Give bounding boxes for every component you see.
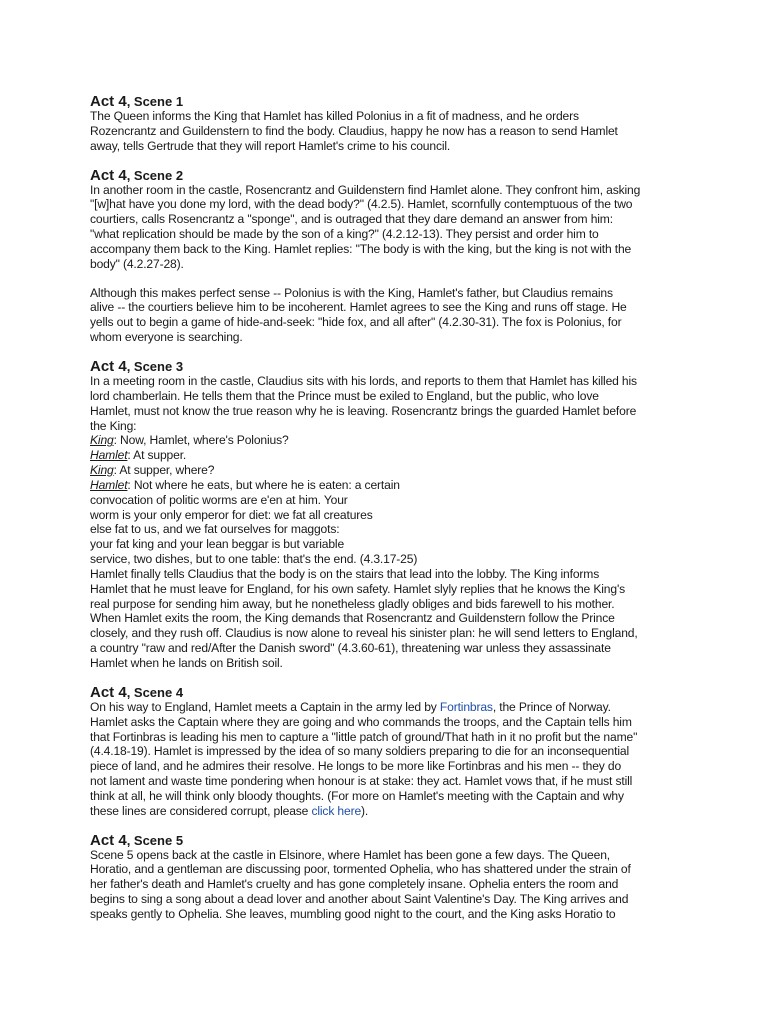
- text-line: begins to sing a song about a dead lover and another about Saint Valentine's Day. The King arrives and: [90, 892, 629, 907]
- speaker-name: King: [90, 433, 114, 448]
- text-segment: these lines are considered corrupt, please: [90, 803, 312, 818]
- click-here-link[interactable]: click here: [311, 803, 362, 818]
- verse-line: your fat king and your lean beggar is but variable: [90, 537, 345, 552]
- text-line: think at all, he will think only bloody thoughts. (For more on Hamlet's meeting with the Captain and why: [90, 788, 624, 803]
- dialogue-line: [90, 463, 690, 478]
- scene-3-paragraph: [90, 374, 690, 671]
- text-line: not lament and waste time pondering when honour is at stake: they act. Hamlet vows that, if he must still: [90, 774, 633, 789]
- text-line: Although this makes perfect sense -- Polonius is with the King, Hamlet's father, but Claudius remains: [90, 285, 613, 300]
- act-label: Act 4: [90, 831, 127, 849]
- scene-5-heading: [90, 833, 690, 848]
- text-line: courtiers, calls Rosencrantz a "sponge", and is outraged that they dare demand an answer from him:: [90, 212, 613, 227]
- text-line: Scene 5 opens back at the castle in Elsinore, where Hamlet has been gone a few days. The Queen,: [90, 847, 610, 862]
- act-label: Act 4: [90, 93, 127, 110]
- scene-4-heading: [90, 685, 690, 700]
- text-line: a country "raw and red/After the Danish sword" (4.3.60-61), threatening war unless they assassinate: [90, 641, 611, 656]
- text-line: [90, 804, 690, 819]
- text-line: Rozencrantz and Guildenstern to find the body. Claudius, happy he now has a reason to send Hamlet: [90, 123, 618, 138]
- text-segment: ).: [361, 803, 369, 818]
- text-line: [90, 700, 690, 715]
- scene-3-heading: [90, 359, 690, 374]
- text-line: lord chamberlain. He tells them that the Prince must be exiled to England, but the public, who love: [90, 388, 599, 403]
- scene-2-paragraph-2: [90, 286, 690, 345]
- text-line: Hamlet asks the Captain where they are going and who commands the troops, and the Captain tells him: [90, 714, 632, 729]
- text-line: away, tells Gertrude that they will report Hamlet's crime to his council.: [90, 138, 451, 153]
- text-line: Hamlet finally tells Claudius that the body is on the stairs that lead into the lobby. The King informs: [90, 566, 600, 581]
- text-segment: , the Prince of Norway.: [492, 699, 611, 714]
- text-line: When Hamlet exits the room, the King demands that Rosencrantz and Guildenstern follow the Prince: [90, 611, 615, 626]
- scene-1-paragraph: [90, 109, 690, 154]
- dialogue-line: [90, 478, 690, 493]
- scene-1-section: [90, 94, 690, 154]
- dialogue-text: : At supper.: [127, 448, 187, 463]
- document-body: [90, 94, 690, 936]
- text-line: speaks gently to Ophelia. She leaves, mumbling good night to the court, and the King asks Horatio to: [90, 906, 616, 921]
- speaker-name: Hamlet: [90, 477, 128, 492]
- scene-3-section: [90, 359, 690, 671]
- text-line: Hamlet, must not know the true reason why he is leaving. Rosencrantz brings the guarded Hamlet before: [90, 403, 637, 418]
- text-line: that Fortinbras is leading his men to capture a "little patch of ground/That hath in it no profit but the name": [90, 729, 638, 744]
- dialogue-text: : Not where he eats, but where he is eaten: a certain: [127, 477, 400, 492]
- text-line: Horatio, and a gentleman are discussing poor, tormented Ophelia, who has shattered under the strain of: [90, 862, 631, 877]
- fortinbras-link[interactable]: Fortinbras: [439, 699, 493, 714]
- scene-label: , Scene 4: [126, 684, 184, 700]
- text-line: The Queen informs the King that Hamlet has killed Polonius in a fit of madness, and he orders: [90, 109, 579, 123]
- text-line: whom everyone is searching.: [90, 330, 243, 345]
- dialogue-text: : Now, Hamlet, where's Polonius?: [113, 433, 289, 448]
- text-line: accompany them back to the King. Hamlet replies: "The body is with the king, but the king is not with the: [90, 241, 632, 256]
- act-label: Act 4: [90, 357, 127, 375]
- verse-line: service, two dishes, but to one table: that's the end. (4.3.17-25): [90, 552, 418, 567]
- text-line: the King:: [90, 418, 137, 433]
- scene-label: , Scene 2: [126, 167, 184, 183]
- scene-2-heading: [90, 168, 690, 183]
- verse-line: else fat to us, and we fat ourselves for maggots:: [90, 522, 340, 537]
- scene-4-section: [90, 685, 690, 819]
- dialogue-line: [90, 448, 690, 463]
- text-line: real purpose for sending him away, but he nonetheless gladly obliges and bids farewell to his mother.: [90, 596, 615, 611]
- speaker-name: King: [90, 463, 114, 478]
- verse-line: convocation of politic worms are e'en at him. Your: [90, 492, 348, 507]
- text-line: body" (4.2.27-28).: [90, 256, 184, 271]
- scene-5-section: [90, 833, 690, 922]
- scene-label: , Scene 1: [126, 94, 184, 109]
- act-label: Act 4: [90, 166, 127, 184]
- text-line: piece of land, and he admires their resolve. He longs to be more like Fortinbras and his men -- they do: [90, 759, 622, 774]
- text-line: yells out to begin a game of hide-and-seek: "hide fox, and all after" (4.2.30-31). The fox is Polonius, for: [90, 315, 622, 330]
- verse-line: worm is your only emperor for diet: we fat all creatures: [90, 507, 373, 522]
- dialogue-text: : At supper, where?: [113, 463, 215, 478]
- scene-1-heading: [90, 94, 690, 109]
- text-line: (4.4.18-19). Hamlet is impressed by the idea of so many soldiers preparing to die for an inconsequential: [90, 744, 629, 759]
- scene-2-paragraph-1: [90, 183, 690, 272]
- scene-5-paragraph: [90, 848, 690, 922]
- act-label: Act 4: [90, 683, 127, 701]
- text-line: "[w]hat have you done my lord, with the dead body?" (4.2.5). Hamlet, scornfully contemptuous of the two: [90, 197, 633, 212]
- text-line: "what replication should be made by the son of a king?" (4.2.12-13). They persist and order him to: [90, 227, 599, 242]
- text-line: In a meeting room in the castle, Claudius sits with his lords, and reports to them that Hamlet has killed his: [90, 373, 637, 388]
- dialogue-line: [90, 433, 690, 448]
- text-line: Hamlet that he must leave for England, for his own safety. Hamlet slyly replies that he knows the King's: [90, 581, 625, 596]
- text-line: In another room in the castle, Rosencrantz and Guildenstern find Hamlet alone. They confront him, asking: [90, 182, 641, 197]
- text-line: closely, and they rush off. Claudius is now alone to reveal his sinister plan: he will send letters to England,: [90, 626, 638, 641]
- scene-4-paragraph: [90, 700, 690, 819]
- scene-label: , Scene 5: [126, 832, 184, 848]
- scene-label: , Scene 3: [126, 358, 184, 374]
- text-line: her father's death and Hamlet's cruelty and has gone completely insane. Ophelia enters the room and: [90, 877, 619, 892]
- speaker-name: Hamlet: [90, 448, 128, 463]
- text-line: Hamlet when he lands on British soil.: [90, 656, 283, 670]
- text-segment: On his way to England, Hamlet meets a Captain in the army led by: [90, 699, 440, 714]
- text-line: alive -- the courtiers believe him to be incoherent. Hamlet agrees to see the King and runs off stage. He: [90, 300, 627, 315]
- scene-2-section: [90, 168, 690, 345]
